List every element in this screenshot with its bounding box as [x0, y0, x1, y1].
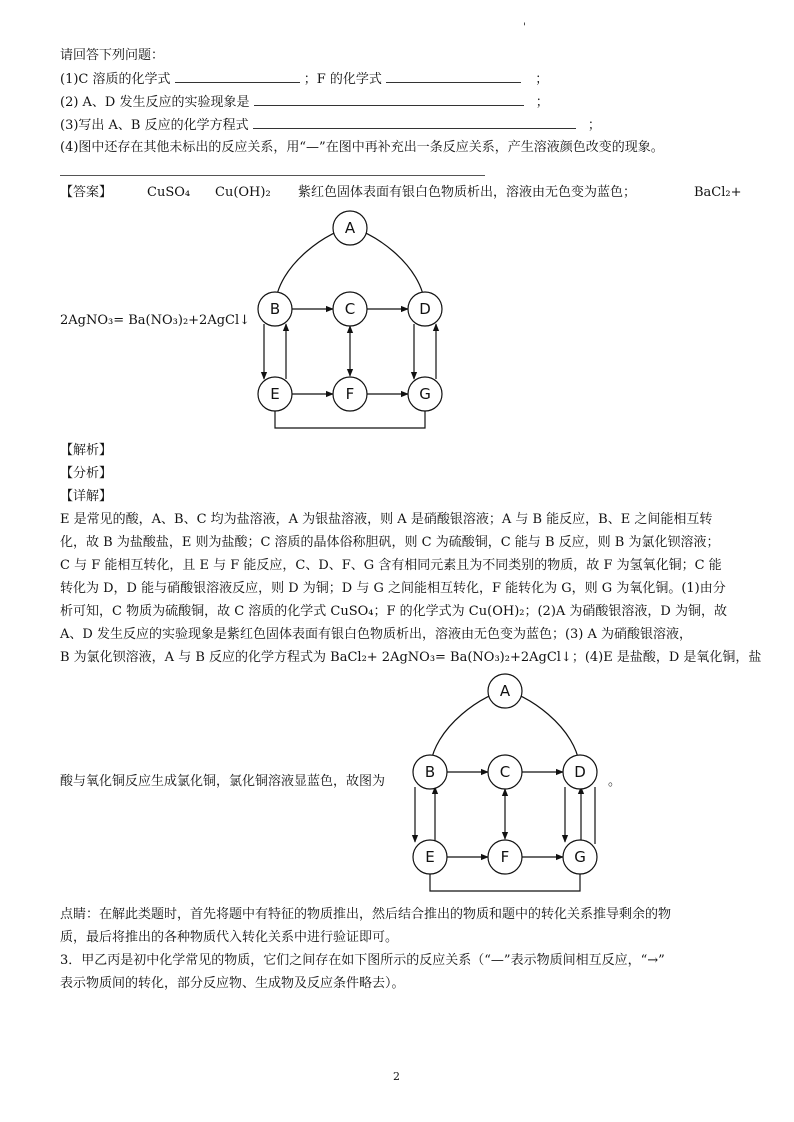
tip-line: 点睛：在解此类题时，首先将题中有特征的物质推出，然后结合推出的物质和题中的转化关系推导剩余的物	[60, 907, 672, 922]
answer-blank-c[interactable]	[175, 69, 300, 83]
node-f-label: F	[345, 385, 355, 403]
detail-end: 。	[608, 774, 622, 789]
tip-line: 质，最后将推出的各种物质代入转化关系中进行验证即可。	[60, 930, 399, 945]
q2-part-b: ；	[535, 95, 549, 110]
question-3-intro: 表示物质间的转化，部分反应物、生成物及反应条件略去）。	[60, 976, 405, 991]
question-1	[60, 69, 548, 90]
question-4: (4)图中还存在其他未标出的反应关系，用“—”在图中再补充出一条反应关系，产生溶液颜色改变的现象。	[60, 140, 664, 155]
detail-line: B 为氯化钡溶液，A 与 B 反应的化学方程式为 BaCl₂+ 2AgNO₃= Ba(NO₃)₂+2AgCl↓；(4)E 是盐酸，D 是氧化铜，盐	[60, 650, 762, 665]
detail-label: 【详解】	[60, 489, 113, 504]
reaction-diagram-answer	[250, 208, 450, 438]
answer-equation-end: 2AgNO₃= Ba(NO₃)₂+2AgCl↓	[60, 313, 251, 328]
node-b-label: B	[269, 300, 281, 318]
node-g-label: G	[419, 385, 431, 403]
answer-equation-start: BaCl₂+	[694, 185, 742, 200]
q1-part-b: ；F 的化学式	[303, 72, 382, 87]
node-g-label: G	[574, 848, 586, 866]
detail-line: C 与 F 能相互转化，且 E 与 F 能反应，C、D、F、G 含有相同元素且为不同类别的物质，故 F 为氢氧化铜；C 能	[60, 558, 722, 573]
detail-tail: 酸与氧化铜反应生成氯化铜，氯化铜溶液显蓝色，故图为	[60, 774, 386, 789]
answer-f-formula: Cu(OH)₂	[215, 185, 271, 200]
reaction-diagram-solution	[405, 671, 605, 901]
answer-label: 【答案】	[60, 185, 113, 200]
node-e-label: E	[270, 385, 280, 403]
q2-part-a: (2) A、D 发生反应的实验现象是	[60, 95, 250, 110]
answer-c-formula: CuSO₄	[147, 185, 191, 200]
separator-line	[60, 175, 485, 176]
page-number: 2	[393, 1070, 400, 1083]
node-f-label: F	[500, 848, 510, 866]
prompt-text: 请回答下列问题：	[60, 48, 165, 63]
question-3	[60, 115, 601, 136]
question-3-intro: 3．甲乙丙是初中化学常见的物质，它们之间存在如下图所示的反应关系（“—”表示物质间相互反应，“→”	[60, 953, 665, 968]
line-e-g	[430, 874, 580, 891]
node-a-label: A	[344, 219, 356, 237]
node-d-label: D	[419, 300, 431, 318]
detail-line: 转化为 D，D 能与硝酸银溶液反应，则 D 为铜；D 与 G 之间能相互转化，F 能转化为 G，则 G 为氧化铜。(1)由分	[60, 581, 726, 596]
detail-line: A、D 发生反应的实验现象是紫红色固体表面有银白色物质析出，溶液由无色变为蓝色；(3) A 为硝酸银溶液，	[60, 627, 693, 642]
node-c-label: C	[499, 763, 511, 781]
detail-line: E 是常见的酸，A、B、C 均为盐溶液，A 为银盐溶液，则 A 是硝酸银溶液；A 与 B 能反应，B、E 之间能相互转	[60, 512, 713, 527]
q3-part-a: (3)写出 A、B 反应的化学方程式	[60, 118, 249, 133]
line-e-g	[275, 411, 425, 428]
fenxi-label: 【分析】	[60, 466, 113, 481]
node-d-label: D	[574, 763, 586, 781]
detail-line: 析可知，C 物质为硫酸铜，故 C 溶质的化学式 CuSO₄；F 的化学式为 Cu(OH)₂；(2)A 为硝酸银溶液，D 为铜，故	[60, 604, 727, 619]
node-b-label: B	[424, 763, 436, 781]
answer-blank-equation[interactable]	[253, 115, 576, 129]
node-e-label: E	[425, 848, 435, 866]
q3-part-b: ；	[587, 118, 601, 133]
node-a-label: A	[499, 682, 511, 700]
node-c-label: C	[344, 300, 356, 318]
answer-phenomenon: 紫红色固体表面有银白色物质析出，溶液由无色变为蓝色；	[298, 185, 637, 200]
q1-part-c: ；	[535, 72, 549, 87]
detail-line: 化，故 B 为盐酸盐，E 则为盐酸；C 溶质的晶体俗称胆矾，则 C 为硫酸铜，C 能与 B 反应，则 B 为氯化钡溶液；	[60, 535, 720, 550]
answer-blank-f[interactable]	[386, 69, 521, 83]
question-2	[60, 92, 549, 113]
analysis-label: 【解析】	[60, 443, 113, 458]
answer-blank-phenomenon[interactable]	[254, 92, 524, 106]
header-mark: '	[523, 22, 526, 33]
q1-part-a: (1)C 溶质的化学式	[60, 72, 171, 87]
